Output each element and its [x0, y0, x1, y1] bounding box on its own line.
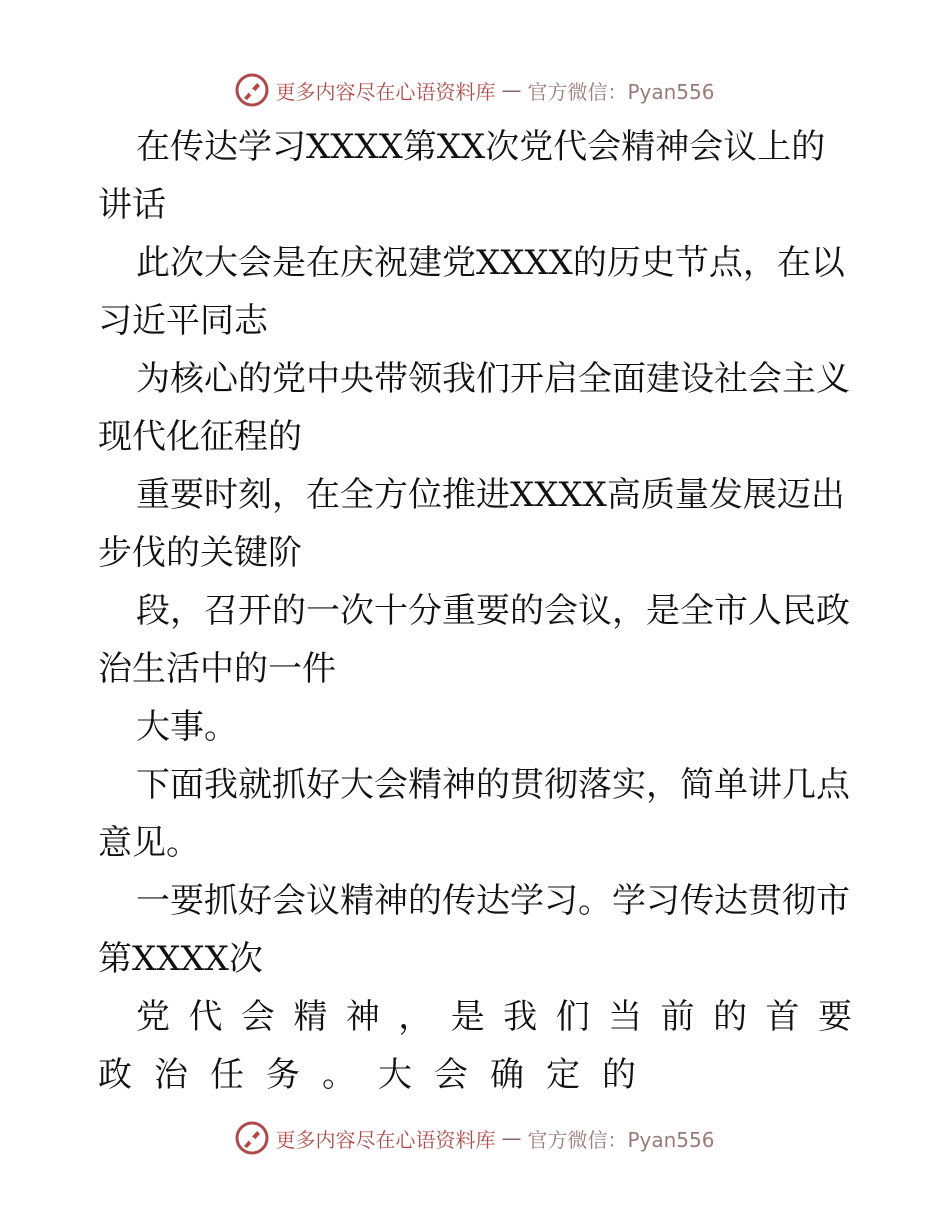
- document-title: 在传达学习XXXX第XX次党代会精神会议上的讲话: [98, 127, 826, 225]
- pen-logo-icon: [235, 73, 269, 107]
- paragraph: 段，召开的一次十分重要的会议，是全市人民政治生活中的一件: [98, 591, 850, 689]
- watermark-separator: —: [501, 1126, 522, 1150]
- paragraph: 重要时刻，在全方位推进XXXX高质量发展迈出步伐的关键阶: [98, 475, 845, 573]
- paragraph-spaced-line1: 党代会精神，是我们当前的首要: [136, 997, 858, 1037]
- watermark-text: 更多内容尽在心语资料库: [275, 1127, 496, 1152]
- watermark-brand: 官方微信：Pyan556: [527, 1127, 715, 1152]
- document-body: [98, 118, 858, 1104]
- watermark-text: 更多内容尽在心语资料库: [275, 79, 496, 104]
- paragraph: 大事。: [136, 707, 238, 747]
- paragraph-spaced-line2: 政治任务。大会确定的: [98, 1055, 658, 1095]
- watermark-footer: [0, 1118, 950, 1158]
- paragraph: 此次大会是在庆祝建党XXXX的历史节点，在以习近平同志: [98, 243, 845, 341]
- paragraph: 下面我就抓好大会精神的贯彻落实，简单讲几点意见。: [98, 765, 850, 863]
- paragraph: 为核心的党中央带领我们开启全面建设社会主义现代化征程的: [98, 359, 850, 457]
- pen-logo-icon: [235, 1121, 269, 1155]
- watermark-header: [0, 70, 950, 110]
- watermark-brand: 官方微信：Pyan556: [527, 79, 715, 104]
- paragraph: 一要抓好会议精神的传达学习。学习传达贯彻市第XXXX次: [98, 881, 850, 979]
- watermark-separator: —: [501, 78, 522, 102]
